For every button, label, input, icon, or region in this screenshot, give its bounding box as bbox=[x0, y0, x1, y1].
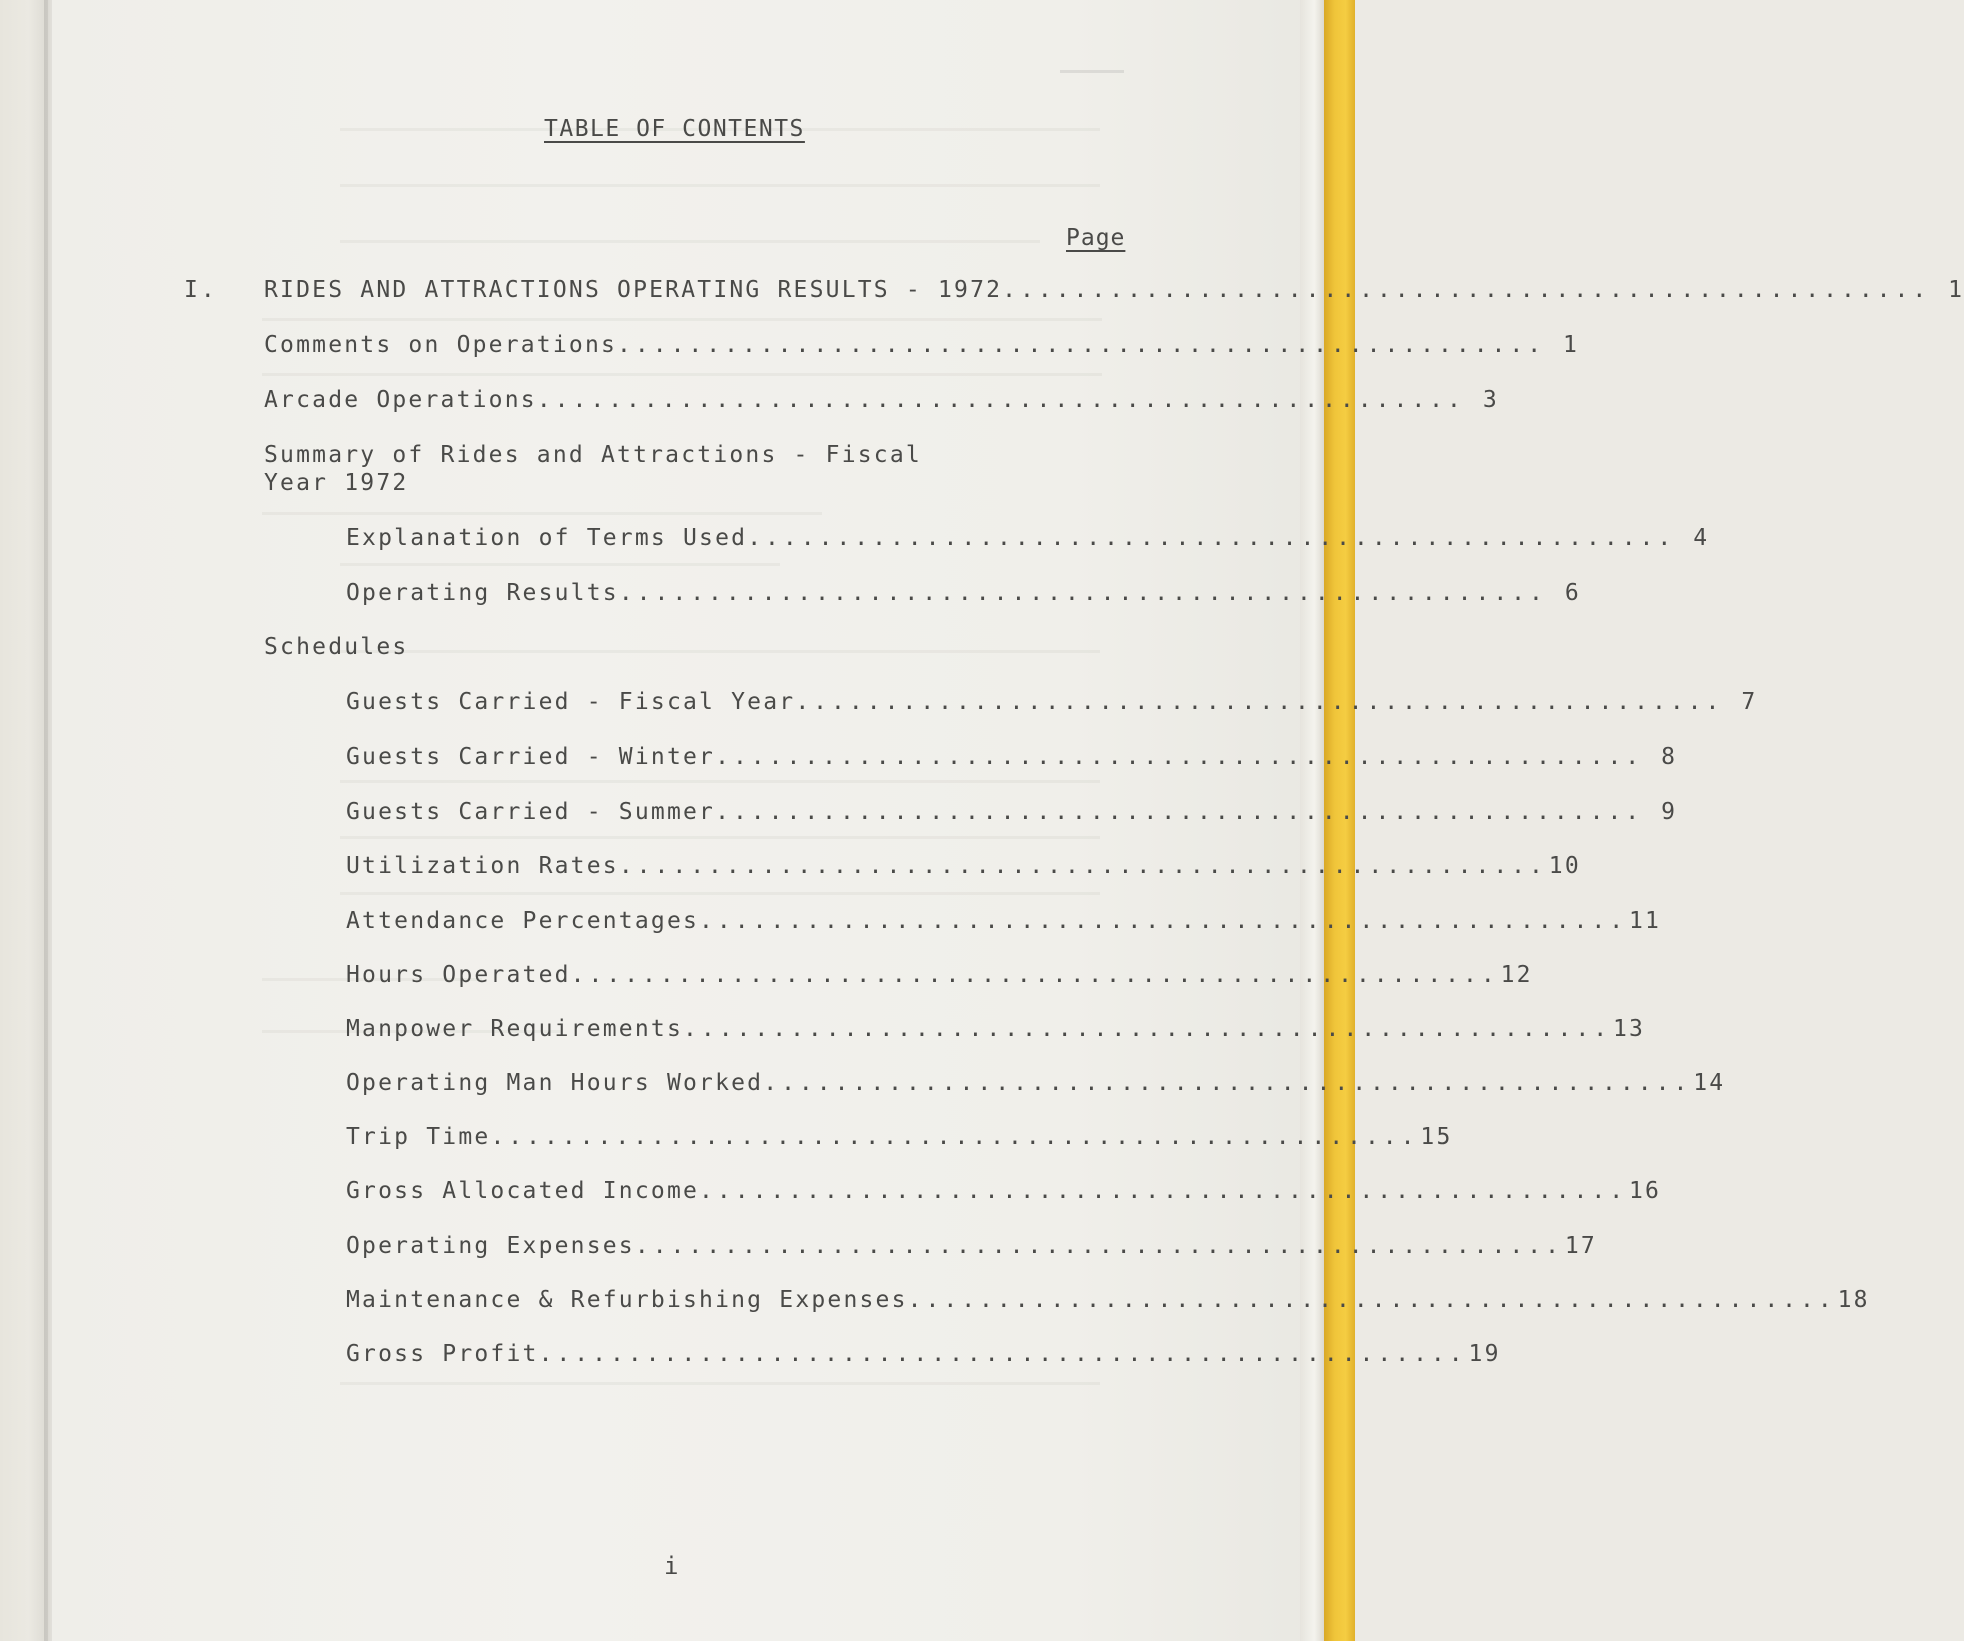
dot-leader: .................................................... bbox=[795, 689, 1724, 715]
section-heading: RIDES AND ATTRACTIONS OPERATING RESULTS - 1972 bbox=[264, 277, 1003, 303]
toc-entry bbox=[346, 1231, 1597, 1261]
toc-entry bbox=[264, 385, 1499, 415]
dot-leader: .................................................... bbox=[715, 799, 1644, 825]
entry-label: Guests Carried - Winter bbox=[346, 744, 716, 770]
toc-entry bbox=[346, 906, 1662, 936]
page-number: 1 bbox=[1948, 277, 1964, 303]
page-number: 19 bbox=[1468, 1341, 1501, 1367]
dot-leader: .................................................... bbox=[570, 962, 1499, 988]
page-number: 16 bbox=[1629, 1178, 1662, 1204]
toc-entry bbox=[346, 1339, 1501, 1369]
toc-entry bbox=[346, 523, 1710, 553]
dot-leader: .................................................... bbox=[536, 387, 1465, 413]
entry-label: Guests Carried - Summer bbox=[346, 799, 716, 825]
entry-label: Attendance Percentages bbox=[346, 908, 700, 934]
dot-leader: .................................................... bbox=[490, 1124, 1419, 1150]
toc-entry bbox=[346, 1176, 1662, 1206]
dot-leader: .................................................... bbox=[699, 908, 1628, 934]
dot-leader: .................................................... bbox=[634, 1233, 1563, 1259]
entry-label: Maintenance & Refurbishing Expenses bbox=[346, 1287, 908, 1313]
entry-label: Comments on Operations bbox=[264, 332, 618, 358]
toc-entry bbox=[346, 960, 1533, 990]
entry-label: Trip Time bbox=[346, 1124, 491, 1150]
toc-entry bbox=[346, 851, 1581, 881]
toc-entry bbox=[264, 330, 1580, 360]
schedules-heading: Schedules bbox=[264, 634, 409, 660]
page-number: 3 bbox=[1482, 387, 1499, 413]
page-number: 18 bbox=[1837, 1287, 1870, 1313]
entry-label: Operating Man Hours Worked bbox=[346, 1070, 764, 1096]
toc-entry bbox=[346, 797, 1678, 827]
dot-leader: .................................................... bbox=[538, 1341, 1467, 1367]
dot-leader: .................................................... bbox=[715, 744, 1644, 770]
dot-leader: .................................................... bbox=[618, 580, 1547, 606]
entry-label: Operating Expenses bbox=[346, 1233, 635, 1259]
page-number: 17 bbox=[1564, 1233, 1597, 1259]
dot-leader: .................................................... bbox=[699, 1178, 1628, 1204]
entry-label: Explanation of Terms Used bbox=[346, 525, 748, 551]
toc-entry bbox=[346, 1285, 1870, 1315]
dot-leader: .................................................... bbox=[618, 853, 1547, 879]
dot-leader: .................................................... bbox=[1002, 277, 1931, 303]
page-number: 1 bbox=[1563, 332, 1580, 358]
section-numeral: I. bbox=[184, 277, 218, 303]
entry-label: Utilization Rates bbox=[346, 853, 619, 879]
entry-label: Gross Profit bbox=[346, 1341, 539, 1367]
dot-leader: .................................................... bbox=[747, 525, 1676, 551]
toc-entry bbox=[346, 1068, 1726, 1098]
entry-label: Guests Carried - Fiscal Year bbox=[346, 689, 796, 715]
dot-leader: .................................................... bbox=[907, 1287, 1836, 1313]
page-number: 15 bbox=[1420, 1124, 1453, 1150]
toc-entry bbox=[346, 578, 1581, 608]
page-number: 12 bbox=[1500, 962, 1533, 988]
dot-leader: .................................................... bbox=[763, 1070, 1692, 1096]
dot-leader: .................................................... bbox=[683, 1016, 1612, 1042]
page-number: 6 bbox=[1564, 580, 1581, 606]
summary-heading-line2: Year 1972 bbox=[264, 470, 409, 496]
page-number: 11 bbox=[1629, 908, 1662, 934]
section-heading-row bbox=[264, 275, 1964, 305]
toc-title: TABLE OF CONTENTS bbox=[544, 116, 805, 142]
entry-label: Hours Operated bbox=[346, 962, 571, 988]
toc-entry bbox=[346, 1122, 1453, 1152]
dot-leader: .................................................... bbox=[617, 332, 1546, 358]
entry-label: Manpower Requirements bbox=[346, 1016, 683, 1042]
page-number: 14 bbox=[1693, 1070, 1726, 1096]
entry-label: Arcade Operations bbox=[264, 387, 537, 413]
toc-entry bbox=[346, 742, 1678, 772]
page-number: 9 bbox=[1661, 799, 1678, 825]
entry-label: Gross Allocated Income bbox=[346, 1178, 700, 1204]
entry-label: Operating Results bbox=[346, 580, 619, 606]
summary-heading-line1: Summary of Rides and Attractions - Fiscal bbox=[264, 442, 922, 468]
page-number: 13 bbox=[1612, 1016, 1646, 1042]
page-number: 7 bbox=[1741, 689, 1758, 715]
toc-entry bbox=[346, 687, 1758, 717]
page-number: 4 bbox=[1693, 525, 1710, 551]
page-folio: i bbox=[664, 1552, 679, 1580]
page-number: 10 bbox=[1548, 853, 1581, 879]
toc-entry bbox=[346, 1014, 1646, 1044]
page-number: 8 bbox=[1661, 744, 1678, 770]
page-column-header: Page bbox=[1066, 225, 1126, 251]
